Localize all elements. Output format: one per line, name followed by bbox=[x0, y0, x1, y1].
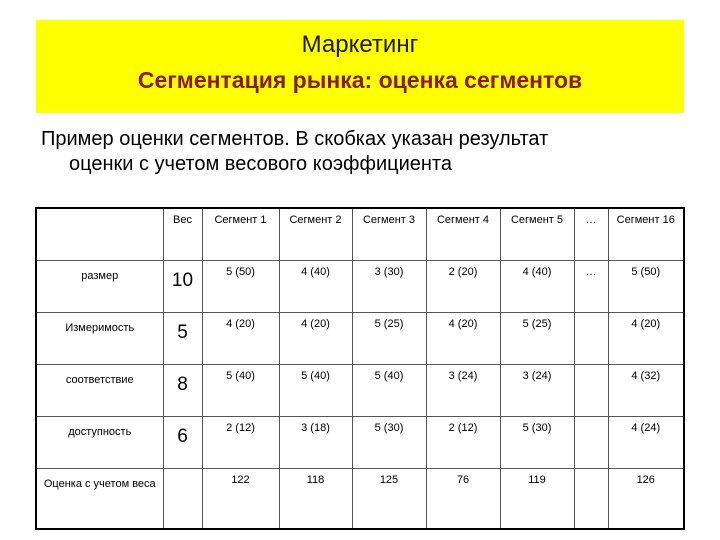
column-header: Вес bbox=[163, 208, 202, 261]
score-cell: 4 (40) bbox=[279, 261, 352, 313]
table-row bbox=[36, 417, 684, 469]
score-cell: 5 (40) bbox=[202, 365, 279, 417]
weight-cell: 8 bbox=[163, 365, 202, 417]
column-header: Сегмент 4 bbox=[426, 208, 500, 261]
total-cell: 118 bbox=[279, 469, 352, 529]
table-header-row bbox=[36, 208, 684, 261]
score-cell: 2 (20) bbox=[426, 261, 500, 313]
intro-text bbox=[41, 127, 701, 177]
score-cell bbox=[574, 365, 608, 417]
score-cell: 5 (25) bbox=[500, 313, 574, 365]
segment-evaluation-table bbox=[35, 207, 685, 530]
score-cell: 4 (20) bbox=[279, 313, 352, 365]
score-cell: … bbox=[574, 261, 608, 313]
column-header: Сегмент 3 bbox=[352, 208, 426, 261]
criterion-cell: соответствие bbox=[36, 365, 163, 417]
score-cell: 4 (20) bbox=[426, 313, 500, 365]
title-banner bbox=[36, 20, 684, 113]
criterion-cell: доступность bbox=[36, 417, 163, 469]
table-row bbox=[36, 365, 684, 417]
score-cell: 2 (12) bbox=[426, 417, 500, 469]
score-cell: 5 (50) bbox=[608, 261, 684, 313]
column-header: … bbox=[574, 208, 608, 261]
column-header: Сегмент 16 bbox=[608, 208, 684, 261]
score-cell: 3 (18) bbox=[279, 417, 352, 469]
total-cell: 126 bbox=[608, 469, 684, 529]
total-row bbox=[36, 469, 684, 529]
total-cell: 122 bbox=[202, 469, 279, 529]
score-cell: 4 (24) bbox=[608, 417, 684, 469]
column-header: Сегмент 1 bbox=[202, 208, 279, 261]
column-header: Сегмент 5 bbox=[500, 208, 574, 261]
score-cell: 4 (40) bbox=[500, 261, 574, 313]
score-cell bbox=[574, 417, 608, 469]
total-cell: 125 bbox=[352, 469, 426, 529]
score-cell: 4 (20) bbox=[608, 313, 684, 365]
score-cell: 3 (30) bbox=[352, 261, 426, 313]
criterion-cell: Оценка с учетом веса bbox=[36, 469, 163, 529]
weight-cell: 10 bbox=[163, 261, 202, 313]
subject-title: Маркетинг bbox=[301, 31, 419, 58]
score-cell: 5 (40) bbox=[352, 365, 426, 417]
table-row bbox=[36, 313, 684, 365]
score-cell: 4 (20) bbox=[202, 313, 279, 365]
intro-line-2: оценки с учетом весового коэффициента bbox=[69, 153, 452, 175]
total-cell bbox=[574, 469, 608, 529]
score-cell: 5 (50) bbox=[202, 261, 279, 313]
score-cell: 4 (32) bbox=[608, 365, 684, 417]
score-cell: 5 (40) bbox=[279, 365, 352, 417]
weight-cell bbox=[163, 469, 202, 529]
column-header bbox=[36, 208, 163, 261]
weight-cell: 6 bbox=[163, 417, 202, 469]
slide-title: Сегментация рынка: оценка сегментов bbox=[137, 67, 583, 93]
score-cell: 3 (24) bbox=[500, 365, 574, 417]
column-header: Сегмент 2 bbox=[279, 208, 352, 261]
criterion-cell: Измеримость bbox=[36, 313, 163, 365]
weight-cell: 5 bbox=[163, 313, 202, 365]
score-cell: 5 (25) bbox=[352, 313, 426, 365]
score-cell: 5 (30) bbox=[500, 417, 574, 469]
table-row bbox=[36, 261, 684, 313]
total-cell: 76 bbox=[426, 469, 500, 529]
intro-line-1: Пример оценки сегментов. В скобках указан результат bbox=[41, 128, 549, 150]
score-cell bbox=[574, 313, 608, 365]
score-cell: 3 (24) bbox=[426, 365, 500, 417]
score-cell: 2 (12) bbox=[202, 417, 279, 469]
score-cell: 5 (30) bbox=[352, 417, 426, 469]
total-cell: 119 bbox=[500, 469, 574, 529]
criterion-cell: размер bbox=[36, 261, 163, 313]
